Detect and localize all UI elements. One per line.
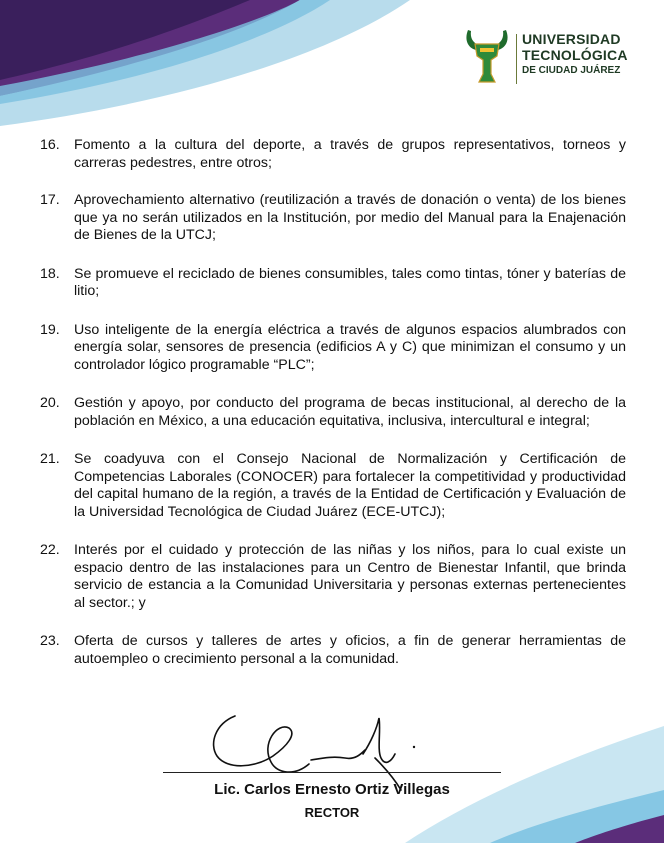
list-item-text: Aprovechamiento alternativo (reutilización a través de donación o venta) de los bienes que ya no serán utilizados en la Institución, por medio del Manual para la Enajenación de Bienes de la UTCJ; <box>74 192 626 243</box>
list-item <box>40 266 626 301</box>
list-item-text: Interés por el cuidado y protección de las niñas y los niños, para lo cual existe un espacio dentro de las instalaciones para un Centro de Bienestar Infantil, que brinda servicio de estancia a la Comunidad Universitaria y personas externas pertenecientes al sector.; y <box>74 542 626 611</box>
list-item <box>40 542 626 612</box>
list-item <box>40 322 626 375</box>
list-item-text: Oferta de cursos y talleres de artes y oficios, a fin de generar herramientas de autoempleo o crecimiento personal a la comunidad. <box>74 633 626 667</box>
list-item-number: 20. <box>40 395 60 411</box>
list-item-number: 22. <box>40 542 60 558</box>
logo-line-2: TECNOLÓGICA <box>522 47 628 63</box>
list-item-text: Fomento a la cultura del deporte, a través de grupos representativos, torneos y carreras pedestres, entre otros; <box>74 137 626 171</box>
logo-line-3: DE CIUDAD JUÁREZ <box>522 65 621 76</box>
list-item-number: 18. <box>40 265 60 282</box>
signer-name: Lic. Carlos Ernesto Ortiz Villegas <box>214 781 450 798</box>
list-item-text: Gestión y apoyo, por conducto del programa de becas institucional, al derecho de la población en México, a una educación equitativa, inclusiva, intercultural e integral; <box>74 395 626 429</box>
list-item-number: 23. <box>40 633 60 649</box>
list-item-text: Uso inteligente de la energía eléctrica a través de algunos espacios alumbrados con energía solar, sensores de presencia (edificios A y C) que minimizan el consumo y un controlador lógico programable “PLC”; <box>74 321 626 373</box>
list-item-number: 17. <box>40 192 60 208</box>
bull-logo-icon <box>462 28 512 86</box>
list-item <box>40 192 626 245</box>
list-item <box>40 395 626 430</box>
list-item <box>40 633 626 668</box>
list-item-number: 19. <box>40 321 60 338</box>
university-logo <box>462 28 642 88</box>
signature-line <box>163 772 501 773</box>
list-item-number: 16. <box>40 137 60 153</box>
numbered-list <box>40 137 626 668</box>
list-item-number: 21. <box>40 451 60 467</box>
logo-line-1: UNIVERSIDAD <box>522 31 621 47</box>
list-item-text: Se coadyuva con el Consejo Nacional de Normalización y Certificación de Competencias Laborales (CONOCER) para fortalecer la competitividad y productividad del capital humano de la región, a través de la Entidad de Certificación y Evaluación de la Universidad Tecnológica de Ciudad Juárez (ECE-UTCJ); <box>74 451 626 520</box>
list-item <box>40 451 626 521</box>
signer-role: RECTOR <box>304 805 360 820</box>
list-item <box>40 137 626 172</box>
list-item-text: Se promueve el reciclado de bienes consumibles, tales como tintas, tóner y baterías de litio; <box>74 265 626 299</box>
